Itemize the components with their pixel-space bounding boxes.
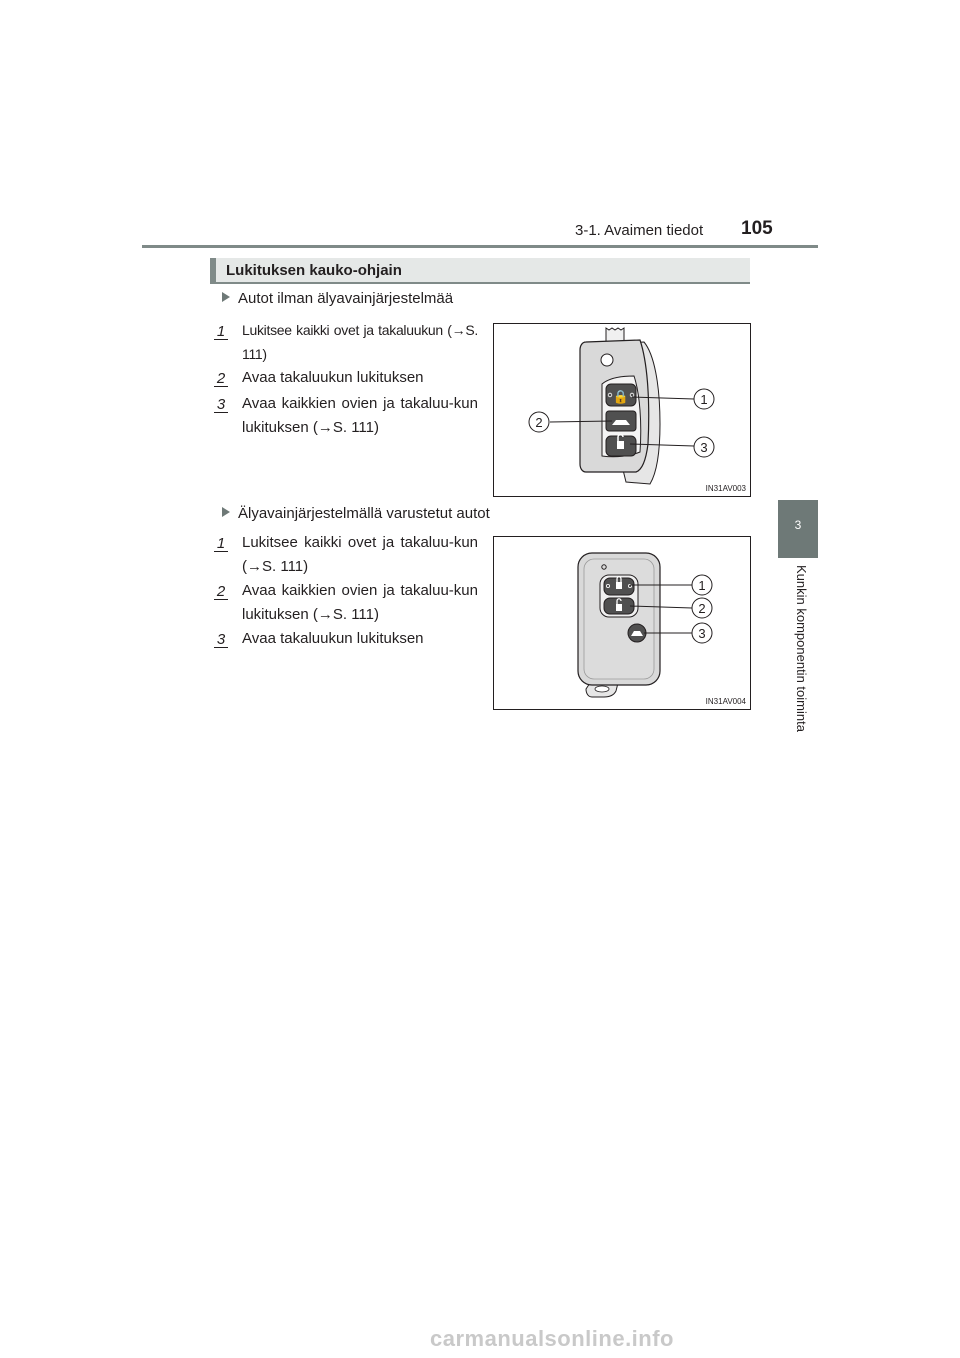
section-heading-bar — [210, 258, 216, 282]
callout-2: 2 — [698, 601, 706, 616]
chapter-number: 3 — [794, 518, 802, 532]
callout-3: 3 — [698, 626, 706, 641]
item-number: 1 — [214, 536, 228, 552]
item-text: Avaa kaikkien ovien ja takaluu-kun lukituksen (→S. 111) — [242, 582, 478, 623]
item-number: 3 — [214, 632, 228, 648]
section-heading — [210, 258, 750, 284]
header-divider — [142, 245, 818, 248]
page-number: 105 — [741, 218, 773, 239]
figure-smart-key — [493, 536, 751, 710]
figure-code: IN31AV004 — [705, 697, 746, 706]
triangle-bullet-icon — [222, 292, 230, 302]
watermark: carmanualsonline.info — [430, 1326, 674, 1351]
item-number: 2 — [214, 371, 228, 387]
flip-key-illustration — [494, 324, 750, 496]
callout-2: 2 — [535, 415, 543, 430]
callout-1: 1 — [698, 578, 706, 593]
figure-code: IN31AV003 — [705, 484, 746, 493]
chapter-label: Kunkin komponentin toiminta — [794, 565, 809, 732]
section-title: Lukituksen kauko-ohjain — [226, 262, 402, 279]
callout-1: 1 — [700, 392, 708, 407]
item-number: 1 — [214, 324, 228, 340]
callout-3: 3 — [700, 440, 708, 455]
item-number: 3 — [214, 397, 228, 413]
item-text: Lukitsee kaikki ovet ja takaluu-kun (→S. 111) — [242, 534, 478, 575]
subheading-without-smart-key — [222, 290, 453, 307]
smart-key-illustration — [494, 537, 750, 709]
item-text: Avaa kaikkien ovien ja takaluu-kun lukituksen (→S. 111) — [242, 395, 478, 436]
item-text: Avaa takaluukun lukituksen — [242, 369, 424, 386]
svg-text:🔒: 🔒 — [612, 390, 630, 405]
item-number: 2 — [214, 584, 228, 600]
subheading-text: Autot ilman älyavainjärjestelmää — [238, 290, 454, 307]
item-text: Avaa takaluukun lukituksen — [242, 630, 424, 647]
figure-flip-key — [493, 323, 751, 497]
item-text: Lukitsee kaikki ovet ja takaluukun (→S. 111) — [242, 322, 478, 362]
header-section-title: 3-1. Avaimen tiedot — [575, 222, 704, 239]
triangle-bullet-icon — [222, 507, 230, 517]
subheading-text: Älyavainjärjestelmällä varustetut autot — [238, 505, 490, 522]
subheading-with-smart-key — [222, 505, 490, 522]
